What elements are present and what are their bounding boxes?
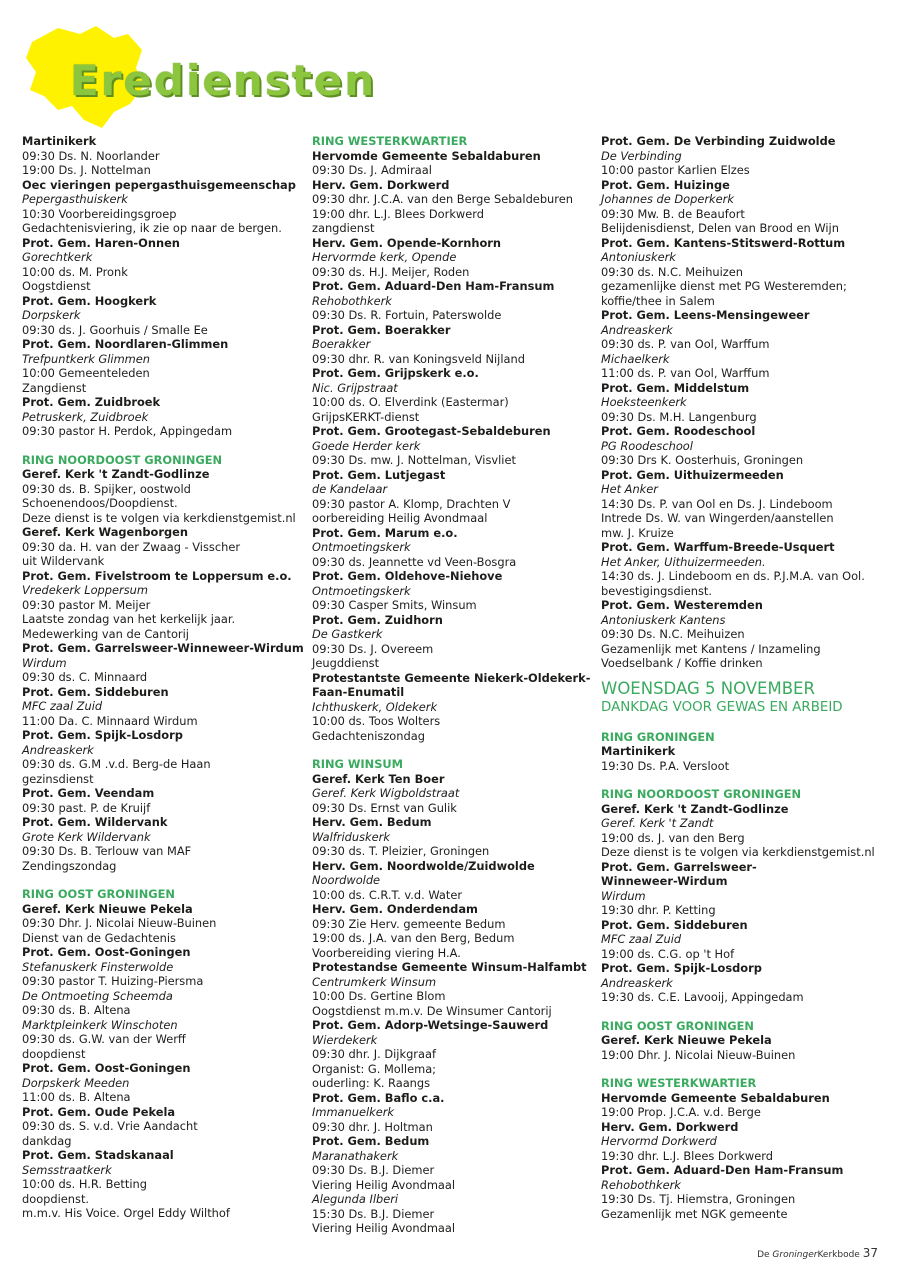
service-detail: 09:30 ds. H.J. Meijer, Roden [312,264,470,279]
church-location: Andreaskerk [601,975,673,990]
ring-heading: RING GRONINGEN [601,729,715,744]
church-name: Geref. Kerk Ten Boer [312,771,445,786]
church-name: Prot. Gem. Grijpskerk e.o. [312,366,479,380]
service-detail: gezamenlijke dienst met PG Westeremden; [601,279,847,293]
service-detail: Belijdenisdienst, Delen van Brood en Wijn [601,221,839,235]
service-detail: 09:30 ds. Jeannette vd Veen-Bosgra [312,554,517,569]
church-location: Johannes de Doperkerk [601,192,734,206]
church-location: Geref. Kerk Wigboldstraat [312,786,460,800]
church-name: Faan-Enumatil [312,685,405,699]
church-name: Herv. Gem. Noordwolde/Zuidwolde [312,858,535,873]
service-detail: mw. J. Kruize [601,525,674,540]
church-location: De Ontmoeting Scheemda [22,988,173,1003]
service-detail: Oogstdienst [22,279,91,293]
service-detail: 09:30 Ds. B.J. Diemer [312,1163,435,1177]
church-location: De Verbinding [601,148,682,163]
column-left [22,134,304,1221]
service-detail: 19:30 ds. C.E. Lavooij, Appingedam [601,990,804,1004]
service-detail: 09:30 Drs K. Oosterhuis, Groningen [601,453,804,467]
church-location: Dorpskerk [22,308,81,322]
service-detail: 09:30 pastor A. Klomp, Drachten V [312,496,511,511]
church-name: Prot. Gem. Oude Pekela [22,1104,176,1119]
service-detail: 15:30 Ds. B.J. Diemer [312,1206,435,1221]
church-name: Prot. Gem. Adorp-Wetsinge-Sauwerd [312,1018,549,1032]
service-detail: Laatste zondag van het kerkelijk jaar. [22,612,236,626]
service-detail: 09:30 ds. S. v.d. Vrie Aandacht [22,1119,198,1133]
service-detail: 09:30 Ds. Ernst van Gulik [312,800,457,815]
service-detail: 09:30 Ds. N. Noorlander [22,148,160,163]
service-detail: 14:30 ds. J. Lindeboom en ds. P.J.M.A. van Ool. [601,569,865,583]
church-location: Stefanuskerk Finsterwolde [22,959,174,974]
church-location: Geref. Kerk 't Zandt [601,816,714,830]
service-detail: 19:00 ds. C.G. op 't Hof [601,946,735,961]
service-detail: 11:00 ds. B. Altena [22,1090,131,1104]
church-name: Prot. Gem. Noordlaren-Glimmen [22,337,229,351]
footer-de: De [757,1250,770,1260]
service-detail: 09:30 ds. T. Pleizier, Groningen [312,844,490,858]
service-detail: 09:30 Ds. R. Fortuin, Paterswolde [312,308,502,322]
church-name: Geref. Kerk 't Zandt-Godlinze [22,467,210,481]
service-detail: Gezamenlijk met Kantens / Inzameling [601,641,821,656]
church-name: Prot. Gem. Huizinge [601,177,730,192]
service-detail: 10:00 pastor Karlien Elzes [601,163,750,177]
service-detail: 09:30 past. P. de Kruijf [22,800,151,815]
page-title: Erediensten [70,56,377,105]
service-detail: doopdienst. [22,1191,90,1206]
ring-heading: RING WESTERKWARTIER [601,1076,757,1090]
church-location: Andreaskerk [22,742,94,757]
church-name: Geref. Kerk Nieuwe Pekela [22,901,193,916]
church-location: MFC zaal Zuid [22,699,103,713]
column-middle [312,134,591,1236]
service-detail: 19:00 dhr. L.J. Blees Dorkwerd [312,206,484,221]
service-detail: Schoenendoos/Doopdienst. [22,496,178,510]
church-location: Centrumkerk Winsum [312,974,437,989]
ring-heading: RING WINSUM [312,757,403,771]
church-location: Ichthuskerk, Oldekerk [312,699,438,714]
service-detail: 09:30 Ds. J. Overeem [312,641,434,656]
service-detail: 09:30 ds. C. Minnaard [22,670,148,684]
church-location: de Kandelaar [312,482,388,496]
church-name: Prot. Gem. Leens-Mensingeweer [601,308,810,322]
church-location: Gorechtkerk [22,250,93,264]
service-detail: 09:30 ds. P. van Ool, Warffum [601,337,770,351]
service-detail: 10:00 ds. H.R. Betting [22,1177,147,1191]
page-header [18,20,478,130]
church-location: Pepergasthuiskerk [22,192,128,206]
church-name: Hervomde Gemeente Sebaldaburen [312,148,541,163]
service-detail: Organist: G. Mollema; [312,1061,437,1076]
church-name: Prot. Gem. Lutjegast [312,467,446,482]
service-detail: oorbereiding Heilig Avondmaal [312,511,488,525]
service-detail: 09:30 dhr. J. Dijkgraaf [312,1047,436,1061]
church-location: De Gastkerk [312,627,383,641]
church-location: Hoeksteenkerk [601,395,687,409]
church-name: Prot. Gem. Fivelstroom te Loppersum e.o. [22,568,292,583]
church-location: Marktpleinkerk Winschoten [22,1017,178,1032]
footer-kerkbode: Kerkbode [817,1250,860,1260]
church-name: Prot. Gem. Garrelsweer- [601,859,757,874]
service-detail: Gedachteniszondag [312,728,425,743]
service-detail: 09:30 Ds. mw. J. Nottelman, Visvliet [312,453,516,467]
service-detail: 19:00 Ds. J. Nottelman [22,163,151,177]
service-detail: 09:30 ds. N.C. Meihuizen [601,264,743,279]
church-name: Prot. Gem. Westeremden [601,598,763,612]
service-detail: Dienst van de Gedachtenis [22,930,176,945]
church-name: Prot. Gem. Veendam [22,786,155,800]
service-detail: bevestigingsdienst. [601,583,712,598]
service-detail: 19:30 Ds. Tj. Hiemstra, Groningen [601,1192,796,1206]
service-detail: 09:30 pastor H. Perdok, Appingedam [22,424,233,438]
church-name: Prot. Gem. Zuidhorn [312,612,443,627]
church-name: Prot. Gem. Zuidbroek [22,395,161,409]
church-location: Trefpuntkerk Glimmen [22,351,150,366]
service-detail: 09:30 Casper Smits, Winsum [312,598,477,612]
church-location: Antoniuskerk [601,250,676,264]
service-detail: 09:30 da. H. van der Zwaag - Visscher [22,539,241,554]
church-name: Prot. Gem. Oost-Goningen [22,945,191,959]
church-name: Geref. Kerk Wagenborgen [22,525,188,539]
service-detail: Voedselbank / Koffie drinken [601,656,763,670]
church-name: Prot. Gem. Middelstum [601,380,750,395]
church-location: PG Roodeschool [601,438,693,453]
church-location: Ontmoetingskerk [312,583,411,598]
church-location: Het Anker, Uithuizermeeden. [601,554,766,569]
church-name: Herv. Gem. Onderdendam [312,902,478,916]
church-location: Boerakker [312,337,371,351]
service-detail: 11:00 Da. C. Minnaard Wirdum [22,713,198,728]
service-detail: 09:30 ds. B. Altena [22,1003,131,1017]
service-detail: 19:30 dhr. P. Ketting [601,903,716,917]
church-name: Prot. Gem. Siddeburen [601,917,748,932]
ring-heading: RING NOORDOOST GRONINGEN [601,787,802,801]
church-location: Dorpskerk Meeden [22,1075,130,1090]
church-name: Prot. Gem. Aduard-Den Ham-Fransum [601,1163,844,1177]
service-detail: Deze dienst is te volgen via kerkdienstgemist.nl [22,510,296,525]
church-name: Herv. Gem. Dorkwerd [601,1119,739,1134]
service-detail: zangdienst [312,221,375,235]
church-location: Wirdum [22,655,67,670]
church-name: Prot. Gem. Siddeburen [22,684,169,699]
service-detail: 10:00 ds. M. Pronk [22,264,128,279]
service-detail: Viering Heilig Avondmaal [312,1177,456,1192]
church-location: Immanuelkerk [312,1105,395,1119]
church-name: Prot. Gem. Boerakker [312,322,451,337]
service-detail: 09:30 Ds. J. Admiraal [312,163,432,177]
service-detail: 09:30 Ds. M.H. Langenburg [601,409,757,424]
church-name: Herv. Gem. Dorkwerd [312,177,450,192]
church-name: Protestandse Gemeente Winsum-Halfambt [312,960,587,974]
service-detail: 09:30 Dhr. J. Nicolai Nieuw-Buinen [22,916,217,930]
service-detail: 19:00 ds. J.A. van den Berg, Bedum [312,931,515,945]
service-detail: 10:00 Ds. Gertine Blom [312,989,446,1003]
service-detail: 09:30 ds. G.W. van der Werff [22,1032,186,1046]
page-footer [757,1246,878,1260]
church-name: Prot. Gem. Grootegast-Sebaldeburen [312,424,551,438]
service-detail: 09:30 Ds. B. Terlouw van MAF [22,844,192,858]
service-detail: Viering Heilig Avondmaal [312,1221,456,1235]
church-name: Geref. Kerk Nieuwe Pekela [601,1033,772,1047]
service-detail: 19:30 dhr. L.J. Blees Dorkwerd [601,1148,773,1163]
church-name: Geref. Kerk 't Zandt-Godlinze [601,801,789,816]
service-detail: Oogstdienst m.m.v. De Winsumer Cantorij [312,1003,552,1018]
service-detail: Jeugddienst [312,656,380,670]
church-location: MFC zaal Zuid [601,932,682,946]
church-name: Oec vieringen pepergasthuisgemeenschap [22,177,296,192]
service-detail: 09:30 Zie Herv. gemeente Bedum [312,916,506,931]
service-detail: Intrede Ds. W. van Wingerden/aanstellen [601,511,834,525]
church-location: Andreaskerk [601,322,673,337]
service-detail: Voorbereiding viering H.A. [312,945,461,960]
service-detail: 09:30 dhr. J.C.A. van den Berge Sebaldeburen [312,192,573,206]
church-name: Prot. Gem. Aduard-Den Ham-Fransum [312,279,555,293]
church-location: Hervormde kerk, Opende [312,250,457,264]
service-detail: ouderling: K. Raangs [312,1076,431,1090]
church-name: Prot. Gem. Haren-Onnen [22,235,180,250]
church-name: Prot. Gem. Spijk-Losdorp [22,728,183,742]
ring-heading: RING WESTERKWARTIER [312,134,468,148]
service-detail: 09:30 dhr. R. van Koningsveld Nijland [312,351,525,366]
service-detail: Gedachtenisviering, ik zie op naar de bergen. [22,221,282,235]
church-location: Ontmoetingskerk [312,540,411,554]
day-heading: WOENSDAG 5 NOVEMBER [601,678,815,698]
church-name: Prot. Gem. Stadskanaal [22,1148,174,1162]
service-detail: 09:30 pastor T. Huizing-Piersma [22,974,204,988]
church-name: Prot. Gem. Oldehove-Niehove [312,569,503,583]
church-location: Vredekerk Loppersum [22,583,148,597]
service-detail: Deze dienst is te volgen via kerkdienstgemist.nl [601,845,875,859]
church-name: Herv. Gem. Opende-Kornhorn [312,235,502,250]
church-location: Grote Kerk Wildervank [22,829,151,844]
church-location: Rehobothkerk [312,293,392,308]
service-detail: Gezamenlijk met NGK gemeente [601,1206,788,1221]
service-detail: koffie/thee in Salem [601,293,715,308]
church-name: Hervomde Gemeente Sebaldaburen [601,1090,830,1105]
service-detail: 09:30 Mw. B. de Beaufort [601,206,745,221]
service-detail: 09:30 dhr. J. Holtman [312,1119,433,1134]
church-name: Prot. Gem. Kantens-Stitswerd-Rottum [601,235,846,250]
church-name: Prot. Gem. De Verbinding Zuidwolde [601,134,836,148]
church-location: Maranathakerk [312,1148,399,1163]
church-location: Rehobothkerk [601,1177,681,1192]
service-detail: 19:00 Prop. J.C.A. v.d. Berge [601,1105,761,1119]
church-name: Martinikerk [22,134,97,148]
church-location: Walfriduskerk [312,829,390,844]
church-location: Semsstraatkerk [22,1162,112,1177]
service-detail: GrijpsKERKT-dienst [312,409,420,424]
church-location: Wirdum [601,888,646,903]
page-number: 37 [862,1246,878,1260]
church-name: Prot. Gem. Hoogkerk [22,293,157,308]
church-name: Martinikerk [601,744,676,758]
church-location: Wierdekerk [312,1032,378,1047]
church-name: Prot. Gem. Bedum [312,1134,430,1148]
service-detail: 09:30 Ds. N.C. Meihuizen [601,627,745,641]
footer-magazine: Groninger [772,1250,818,1260]
church-name: Prot. Gem. Garrelsweer-Winneweer-Wirdum [22,641,304,655]
service-detail: 11:00 ds. P. van Ool, Warffum [601,366,770,380]
church-location: Goede Herder kerk [312,438,421,453]
service-detail: uit Wildervank [22,554,105,568]
church-name: Prot. Gem. Oost-Goningen [22,1061,191,1075]
church-location: Hervormd Dorkwerd [601,1134,717,1148]
church-name: Prot. Gem. Marum e.o. [312,525,458,540]
day-subheading: DANKDAG VOOR GEWAS EN ARBEID [601,699,843,715]
service-detail: dankdag [22,1133,72,1148]
church-location: Noordwolde [312,873,381,887]
church-name: Prot. Gem. Warffum-Breede-Usquert [601,540,835,554]
service-detail: 14:30 Ds. P. van Ool en Ds. J. Lindeboom [601,496,833,511]
service-detail: Zangdienst [22,380,87,395]
church-location: Het Anker [601,482,658,496]
church-name: Herv. Gem. Bedum [312,815,432,829]
church-location: Nic. Grijpstraat [312,380,398,395]
service-detail: 10:00 Gemeenteleden [22,366,150,380]
church-name: Prot. Gem. Baflo c.a. [312,1090,445,1105]
service-detail: 19:00 Dhr. J. Nicolai Nieuw-Buinen [601,1047,796,1062]
church-name: Prot. Gem. Roodeschool [601,424,756,438]
service-detail: 09:30 ds. G.M .v.d. Berg-de Haan [22,757,211,771]
ring-heading: RING NOORDOOST GRONINGEN [22,452,223,467]
service-detail: 10:00 ds. Toos Wolters [312,714,441,728]
church-location: Antoniuskerk Kantens [601,612,726,627]
church-name: Prot. Gem. Wildervank [22,815,168,829]
service-detail: Medewerking van de Cantorij [22,626,189,641]
church-name: Prot. Gem. Spijk-Losdorp [601,961,762,975]
church-location: Alegunda Ilberi [312,1192,399,1206]
ring-heading: RING OOST GRONINGEN [601,1018,754,1033]
service-detail: 09:30 ds. B. Spijker, oostwold [22,481,191,496]
service-detail: 19:30 Ds. P.A. Versloot [601,758,730,773]
church-location: Michaelkerk [601,351,670,366]
church-name: Protestantste Gemeente Niekerk-Oldekerk- [312,670,591,685]
service-detail: 09:30 ds. J. Goorhuis / Smalle Ee [22,322,208,337]
service-detail: 10:30 Voorbereidingsgroep [22,206,177,221]
service-detail: Zendingszondag [22,858,117,873]
service-detail: gezinsdienst [22,771,94,786]
church-name: Prot. Gem. Uithuizermeeden [601,467,784,482]
service-detail: doopdienst [22,1046,86,1061]
church-location: Petruskerk, Zuidbroek [22,409,149,424]
service-detail: 10:00 ds. C.R.T. v.d. Water [312,887,463,902]
church-name: Winneweer-Wirdum [601,874,728,888]
service-detail: 10:00 ds. O. Elverdink (Eastermar) [312,395,509,409]
column-right [601,134,886,1221]
service-detail: 09:30 pastor M. Meijer [22,597,151,612]
service-detail: 19:00 ds. J. van den Berg [601,830,745,845]
service-detail: m.m.v. His Voice. Orgel Eddy Wilthof [22,1206,230,1220]
ring-heading: RING OOST GRONINGEN [22,887,175,901]
